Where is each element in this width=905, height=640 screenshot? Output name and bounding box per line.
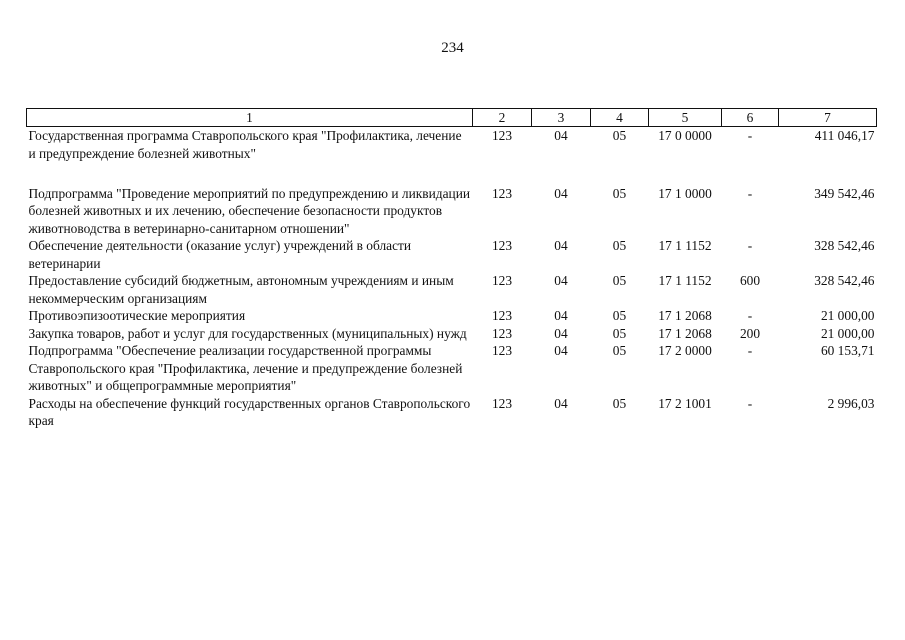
row-name: Закупка товаров, работ и услуг для государственных (муниципальных) нужд <box>28 325 467 341</box>
row-code-section: 04 <box>554 343 568 358</box>
row-code-section: 04 <box>554 128 568 143</box>
row-amount: 349 542,46 <box>814 185 875 201</box>
column-header-6: 6 <box>722 109 779 127</box>
column-header-1: 1 <box>27 109 473 127</box>
row-code-section: 04 <box>554 325 568 341</box>
row-code-expense: - <box>747 308 753 323</box>
table-row <box>27 237 877 272</box>
row-amount: 328 542,46 <box>814 238 875 253</box>
row-code-subsection: 05 <box>612 273 627 288</box>
row-name: Расходы на обеспечение функций государственных органов Ставропольского края <box>28 395 471 428</box>
row-amount: 21 000,00 <box>820 325 875 341</box>
row-code-ministry: 123 <box>491 185 513 201</box>
row-name: Предоставление субсидий бюджетным, автономным учреждениям и иным некоммерческим организациям <box>28 273 454 306</box>
row-code-ministry: 123 <box>491 273 513 288</box>
row-code-target: 17 2 1001 <box>658 395 712 411</box>
row-code-target: 17 0 0000 <box>658 128 712 143</box>
row-code-target: 17 1 1152 <box>658 238 712 253</box>
row-name: Государственная программа Ставропольского края "Профилактика, лечение и предупреждение болезней животных" <box>28 128 462 161</box>
row-name: Противоэпизоотические мероприятия <box>28 308 246 323</box>
row-code-subsection: 05 <box>612 395 627 411</box>
row-code-section: 04 <box>554 395 568 411</box>
row-code-subsection: 05 <box>612 185 627 201</box>
table-row <box>27 325 877 343</box>
row-amount: 21 000,00 <box>820 308 875 323</box>
row-code-expense: - <box>747 128 753 143</box>
table-row <box>27 272 877 307</box>
page-number: 234 <box>441 40 464 56</box>
table-row <box>27 127 877 185</box>
column-header-3: 3 <box>532 109 591 127</box>
row-amount: 2 996,03 <box>827 395 875 411</box>
row-code-section: 04 <box>554 308 568 323</box>
row-code-target: 17 1 2068 <box>658 308 712 323</box>
row-code-section: 04 <box>554 273 568 288</box>
row-code-subsection: 05 <box>612 343 627 358</box>
row-amount: 328 542,46 <box>814 273 875 288</box>
row-code-subsection: 05 <box>612 308 627 323</box>
row-code-expense: - <box>747 238 753 253</box>
row-name: Подпрограмма "Проведение мероприятий по предупреждению и ликвидации болезней животных и их лечению, обеспечение безопасности продуктов животноводства в ветеринарно-санитарном отношении" <box>28 185 471 236</box>
budget-table <box>26 108 877 430</box>
row-code-target: 17 1 0000 <box>658 185 712 201</box>
column-header-4: 4 <box>591 109 649 127</box>
column-header-5: 5 <box>649 109 722 127</box>
table-header-row <box>27 109 877 127</box>
row-code-expense: - <box>747 343 753 358</box>
row-code-section: 04 <box>554 238 568 253</box>
row-amount: 411 046,17 <box>814 128 875 143</box>
row-code-subsection: 05 <box>612 128 627 143</box>
row-code-ministry: 123 <box>491 308 513 323</box>
row-code-ministry: 123 <box>491 325 513 341</box>
row-amount: 60 153,71 <box>820 343 875 358</box>
row-name: Подпрограмма "Обеспечение реализации государственной программы Ставропольского края "Профилактика, лечение и предупреждение болезней животных" и общепрограммные мероприятия" <box>28 343 463 393</box>
row-code-ministry: 123 <box>491 343 513 358</box>
row-code-ministry: 123 <box>491 238 513 253</box>
column-header-7: 7 <box>779 109 877 127</box>
row-code-expense: - <box>747 395 753 411</box>
row-code-expense: 200 <box>739 325 761 341</box>
row-code-subsection: 05 <box>612 325 627 341</box>
row-code-target: 17 1 2068 <box>658 325 712 341</box>
row-name: Обеспечение деятельности (оказание услуг) учреждений в области ветеринарии <box>28 238 412 271</box>
row-code-expense: - <box>747 185 753 201</box>
row-code-section: 04 <box>554 185 568 201</box>
row-code-ministry: 123 <box>491 395 513 411</box>
table-row <box>27 342 877 395</box>
row-code-target: 17 2 0000 <box>658 343 712 358</box>
row-code-target: 17 1 1152 <box>658 273 712 288</box>
table-row <box>27 395 877 430</box>
row-code-expense: 600 <box>739 273 761 288</box>
row-code-subsection: 05 <box>612 238 627 253</box>
row-code-ministry: 123 <box>491 128 513 143</box>
table-row <box>27 307 877 325</box>
column-header-2: 2 <box>473 109 532 127</box>
table-row <box>27 185 877 238</box>
